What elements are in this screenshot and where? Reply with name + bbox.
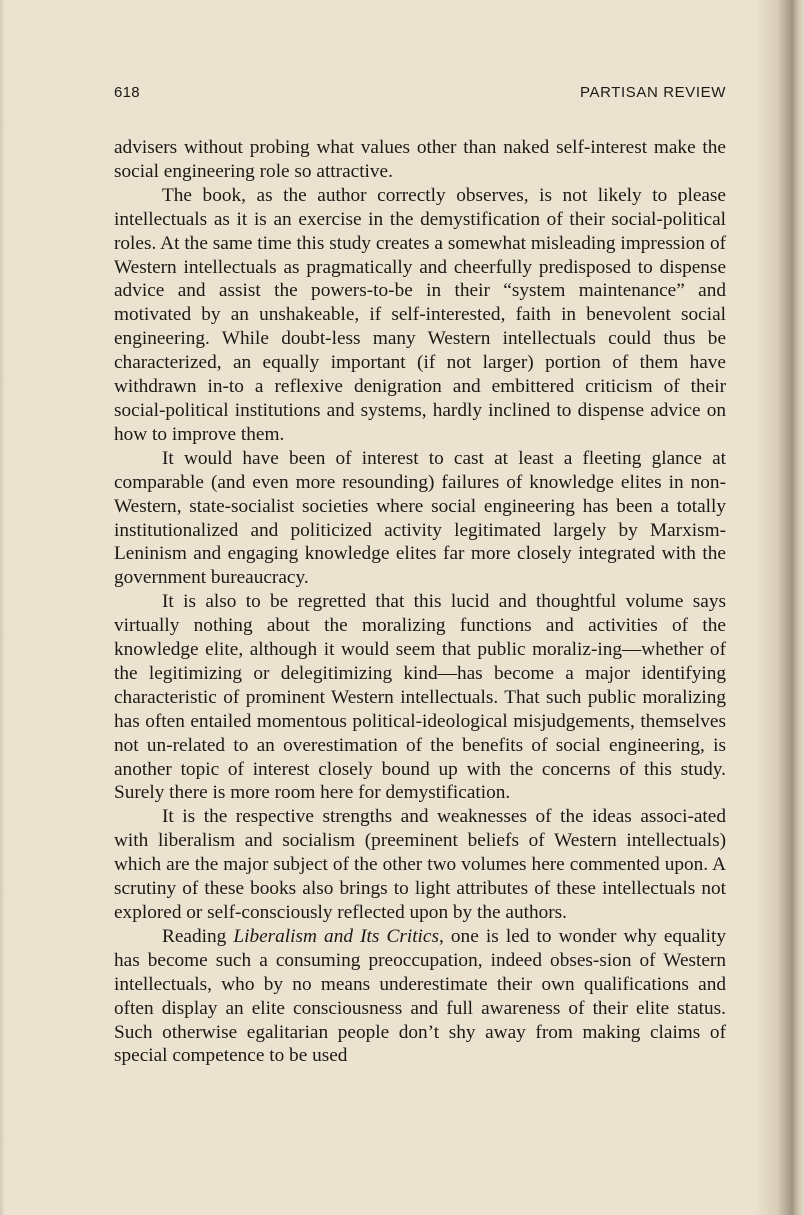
paragraph-4: It is also to be regretted that this lucid and thoughtful volume says virtually nothing about the moralizing functions and activities of the knowledge elite, although it would seem that public moraliz-ing—whether of the legitimizing or delegitimizing kind—has become a major identifying characteristic of prominent Western intellectuals. That such public moralizing has often entailed momentous political-ideological misjudgements, themselves not un-related to an overestimation of the benefits of social engineering, is another topic of interest closely bound up with the concerns of this study. Surely there is more room here for demystification.: [114, 591, 726, 804]
paragraph-3: It would have been of interest to cast at least a fleeting glance at comparable (and even more resounding) failures of knowledge elites in non-Western, state-socialist societies where social engineering has been a totally institutionalized and politicized activity legitimated largely by Marxism-Leninism and engaging knowledge elites far more closely integrated with the government bureaucracy.: [114, 447, 726, 589]
page-binding-shadow: [0, 0, 5, 1215]
page-number: 618: [114, 84, 140, 101]
paragraph-2: The book, as the author correctly observes, is not likely to please intellectuals as it is an exercise in the demystification of their social-political roles. At the same time this study creates a somewhat misleading impression of Western intellectuals as pragmatically and cheerfully predisposed to dispense advice and assist the powers-to-be in their “system maintenance” and motivated by an unshakeable, if self-interested, faith in benevolent social engineering. While doubt-less many Western intellectuals could thus be characterized, an equally important (if not larger) portion of them have withdrawn in-to a reflexive denigration and embittered criticism of their social-political institutions and systems, hardly inclined to dispense advice on how to improve them.: [114, 184, 726, 445]
book-title: Liberalism and Its Critics: [233, 925, 439, 947]
paragraph-6-rest: , one is led to wonder why equality has become such a consuming preoccupation, indeed obses-sion of Western intellectuals, who by no means underestimate their own qualifications and often display an elite consciousness and full awareness of their elite status. Such otherwise egalitarian people don’t shy away from making claims of special competence to be used: [114, 925, 726, 1067]
page-edge-shadow: [756, 0, 804, 1215]
paragraph-6: [114, 925, 726, 1068]
running-head: PARTISAN REVIEW: [580, 84, 726, 101]
page-header: [114, 84, 726, 106]
paragraph-5: It is the respective strengths and weaknesses of the ideas associ-ated with liberalism and socialism (preeminent beliefs of Western intellectuals) which are the major subject of the other two volumes here commented upon. A scrutiny of these books also brings to light attributes of these intellectuals not explored or self-consciously reflected upon by the authors.: [114, 806, 726, 923]
paragraph-1: advisers without probing what values other than naked self-interest make the social engineering role so attractive.: [114, 137, 726, 182]
body-text: [114, 136, 726, 1068]
paragraph-6-lead: Reading: [162, 925, 234, 947]
